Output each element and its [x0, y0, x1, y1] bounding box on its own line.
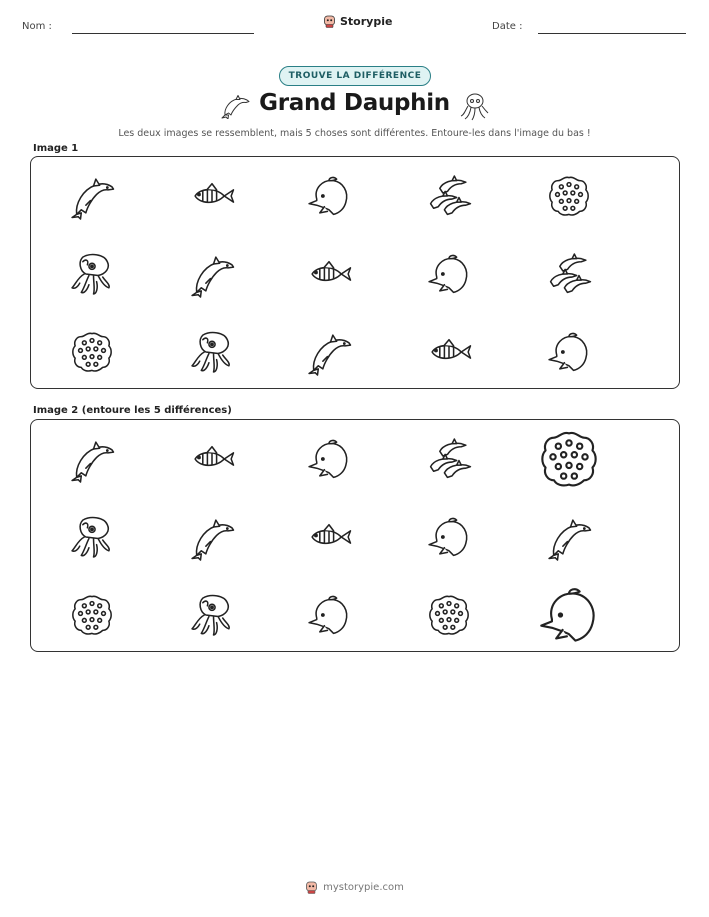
image2-fish-icon[interactable]	[189, 436, 235, 482]
image2-dolphin-group-icon[interactable]	[426, 436, 472, 482]
brand-name: Storypie	[340, 14, 393, 28]
image1-dolphin-group-icon	[546, 251, 592, 297]
image1-octopus-icon	[69, 251, 115, 297]
category-badge: TROUVE LA DIFFÉRENCE	[279, 66, 431, 86]
image1-round-dolphin-icon	[426, 251, 472, 297]
image2-leaping-dolphin-icon[interactable]	[69, 436, 115, 482]
image1-round-dolphin-icon	[546, 329, 592, 375]
image1-fish-icon	[189, 173, 235, 219]
instructions: Les deux images se ressemblent, mais 5 choses sont différentes. Entoure-les dans l'image du bas !	[118, 128, 591, 139]
storypie-mascot-icon	[305, 880, 318, 894]
image1-coral-icon	[546, 173, 592, 219]
image1-leaping-dolphin-icon	[69, 173, 115, 219]
brand-logo	[323, 14, 392, 28]
image1-coral-icon	[69, 329, 115, 375]
image2-round-dolphin-icon[interactable]	[306, 436, 352, 482]
image2-round-dolphin-icon[interactable]	[426, 514, 472, 560]
footer	[0, 880, 709, 894]
image1-octopus-icon	[189, 329, 235, 375]
image2-round-dolphin-icon[interactable]	[537, 583, 601, 647]
octopus-deco-icon	[459, 91, 489, 121]
storypie-mascot-icon	[323, 14, 336, 28]
image2-octopus-icon[interactable]	[69, 514, 115, 560]
image2-leaping-dolphin-icon[interactable]	[189, 514, 235, 560]
footer-url[interactable]: mystorypie.com	[323, 881, 404, 893]
image1-panel	[30, 156, 680, 389]
image1-dolphin-group-icon	[426, 173, 472, 219]
page-title: Grand Dauphin	[259, 90, 450, 116]
image2-round-dolphin-icon[interactable]	[306, 592, 352, 638]
image2-leaping-dolphin-icon[interactable]	[546, 514, 592, 560]
image2-fish-icon[interactable]	[306, 514, 352, 560]
image2-coral-icon[interactable]	[537, 427, 601, 491]
name-label: Nom :	[22, 21, 52, 32]
image1-fish-icon	[306, 251, 352, 297]
image1-label: Image 1	[33, 143, 79, 154]
image1-fish-icon	[426, 329, 472, 375]
name-line[interactable]	[72, 33, 254, 34]
date-label: Date :	[492, 21, 523, 32]
image2-coral-icon[interactable]	[69, 592, 115, 638]
date-line[interactable]	[538, 33, 686, 34]
image2-coral-icon[interactable]	[426, 592, 472, 638]
image2-label: Image 2 (entoure les 5 différences)	[33, 405, 232, 416]
image2-octopus-icon[interactable]	[189, 592, 235, 638]
image1-leaping-dolphin-icon	[306, 329, 352, 375]
image1-round-dolphin-icon	[306, 173, 352, 219]
image1-leaping-dolphin-icon	[189, 251, 235, 297]
image2-panel[interactable]	[30, 419, 680, 652]
